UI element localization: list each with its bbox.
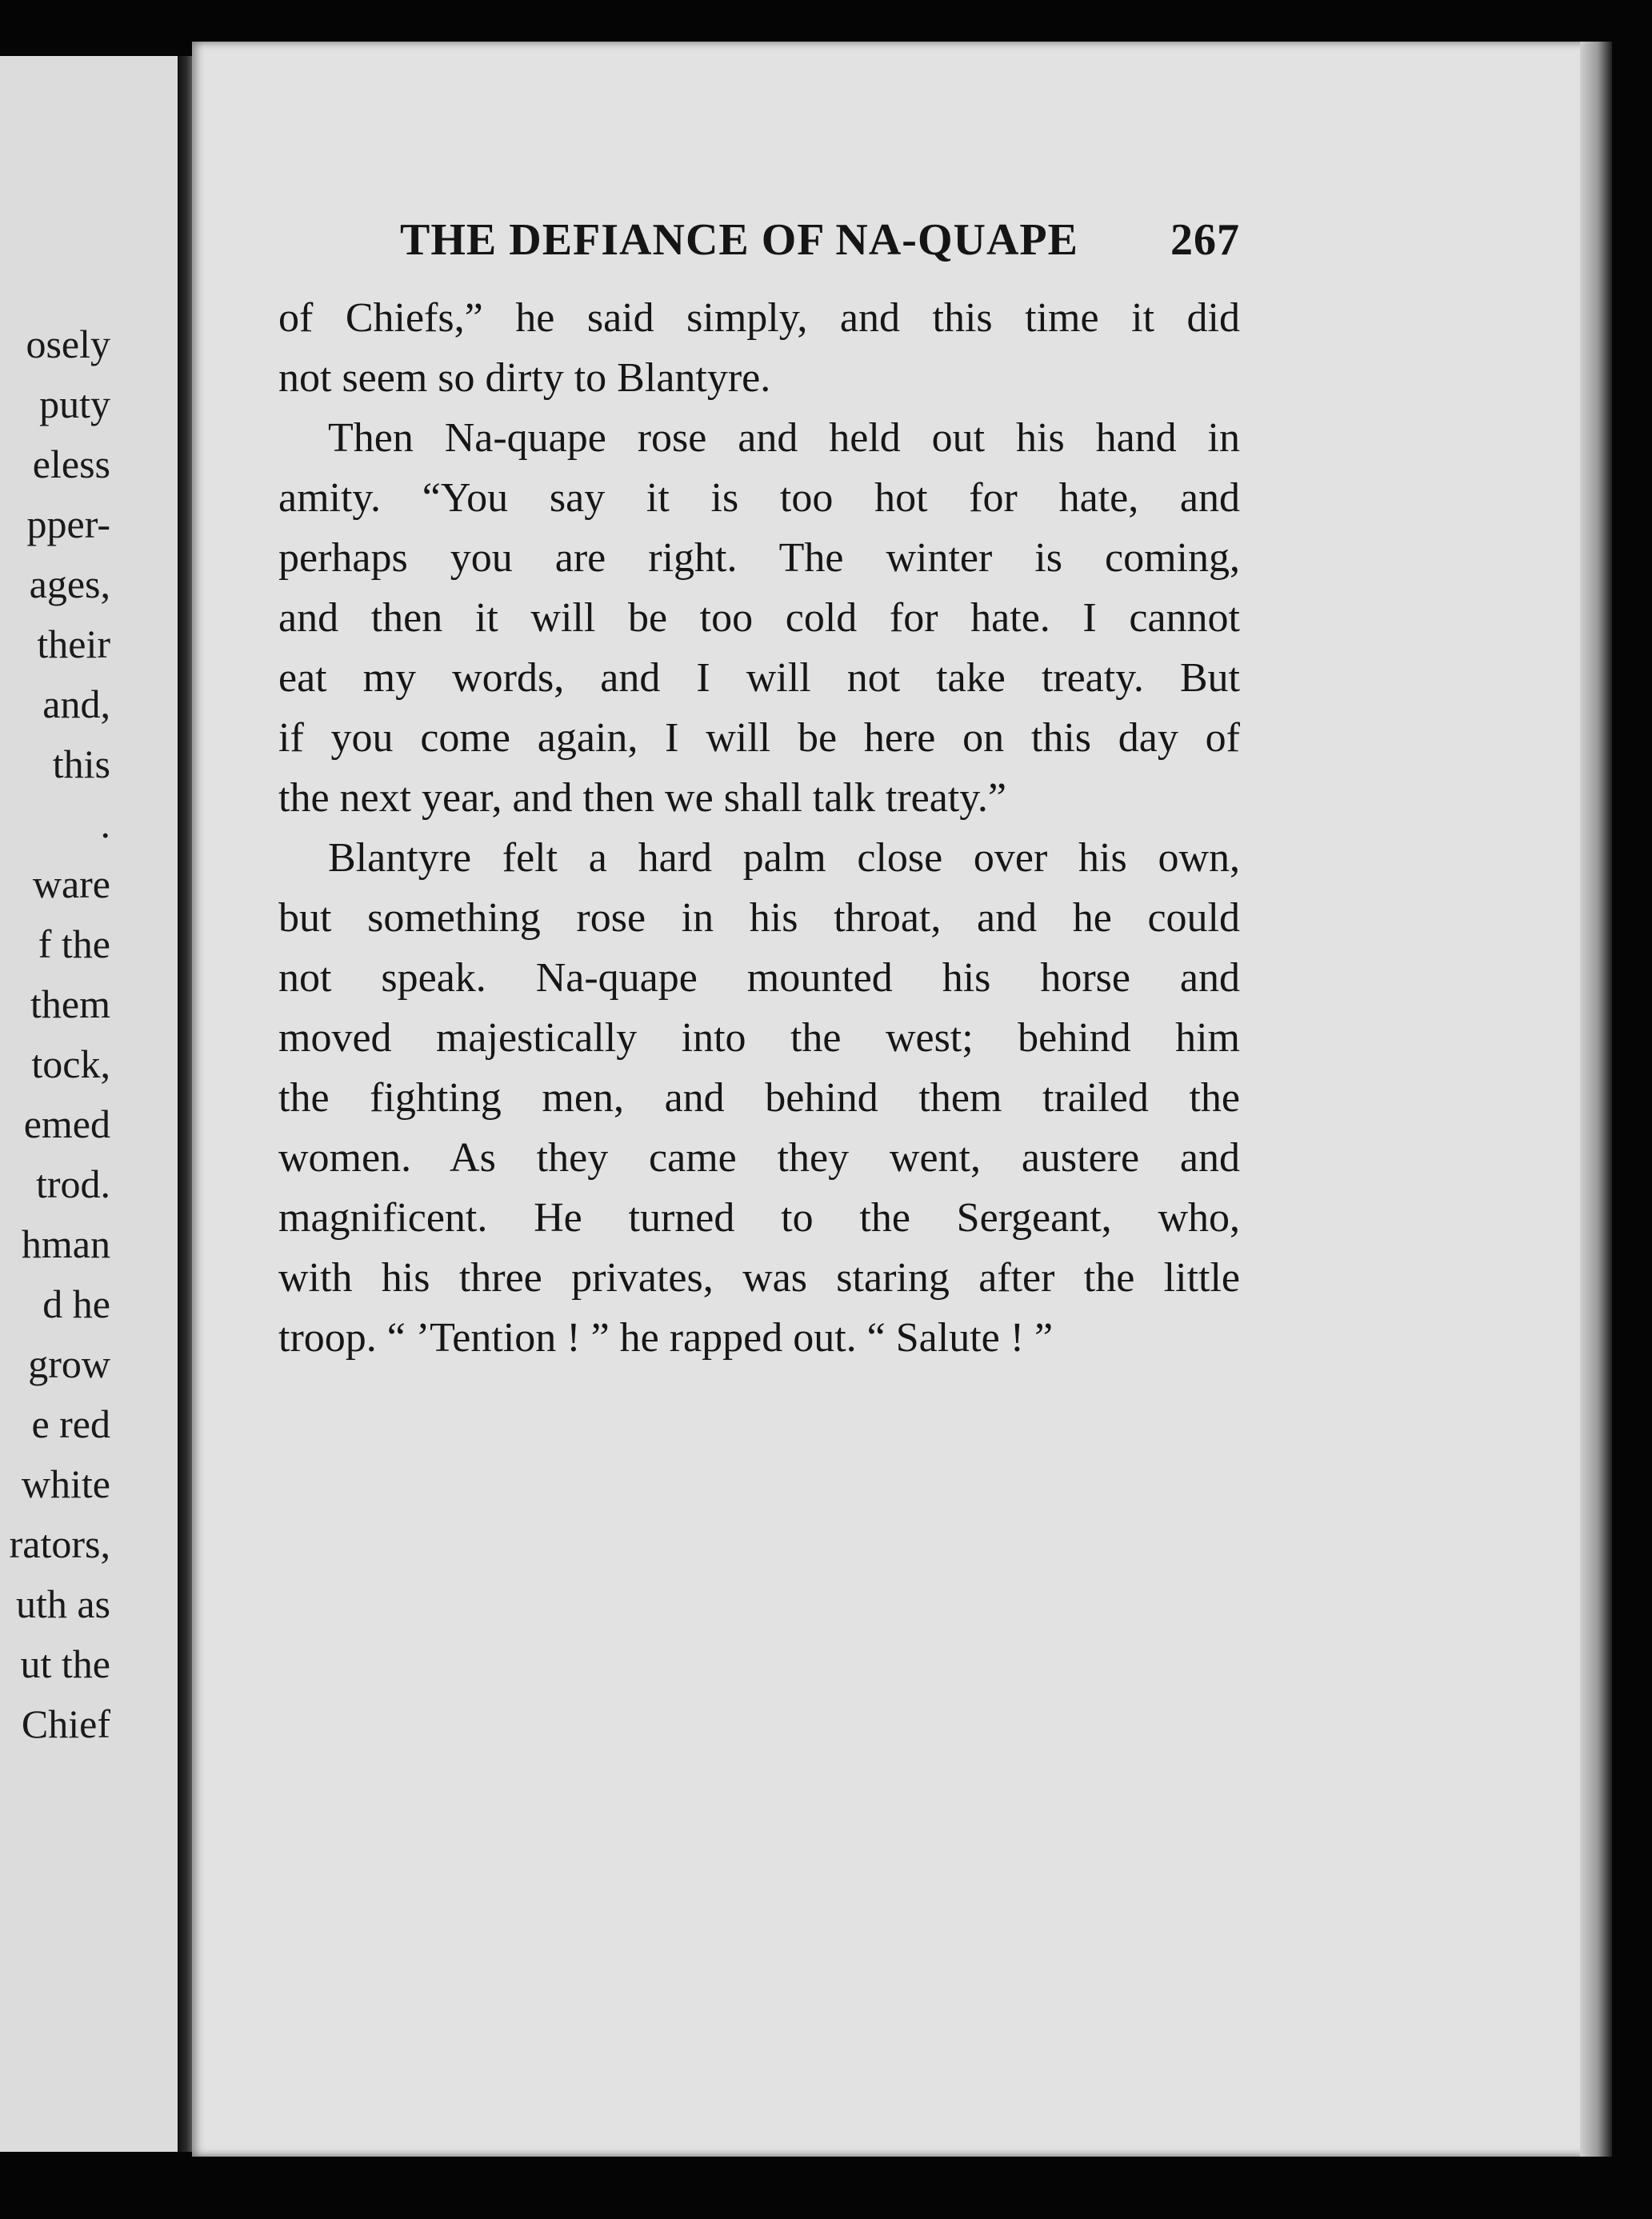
text-line: not seem so dirty to Blantyre. (278, 355, 771, 401)
left-page-line: trod. (35, 1161, 110, 1206)
running-head (400, 214, 1240, 270)
text-line: the fighting men, and behind them trailed the (278, 1075, 1240, 1121)
text-line: amity. “You say it is too hot for hate, and (278, 475, 1240, 521)
left-page-line: f the (38, 922, 110, 966)
page-number: 267 (1170, 215, 1240, 265)
text-line: eat my words, and I will not take treaty. But (278, 655, 1240, 701)
text-line: with his three privates, was staring after the little (278, 1255, 1240, 1301)
left-page-line: tock, (31, 1042, 110, 1086)
running-title: THE DEFIANCE OF NA-QUAPE (400, 215, 1078, 265)
left-page-line: puty (39, 382, 110, 426)
left-page-line: ut the (20, 1641, 110, 1686)
left-page-line: and, (42, 682, 110, 726)
text-line: but something rose in his throat, and he could (278, 895, 1240, 941)
text-line: magnificent. He turned to the Sergeant, who, (278, 1195, 1240, 1241)
text-line: not speak. Na-quape mounted his horse and (278, 955, 1240, 1001)
previous-page-fragment (0, 56, 178, 2152)
left-page-line: e red (31, 1401, 110, 1446)
text-line: women. As they came they went, austere and (278, 1135, 1240, 1181)
left-page-line: ages, (29, 562, 110, 606)
left-page-line: grow (28, 1341, 110, 1386)
text-line: troop. “ ’Tention ! ” he rapped out. “ Salute ! ” (278, 1315, 1054, 1361)
text-line: perhaps you are right. The winter is coming, (278, 535, 1240, 581)
book-gutter (178, 56, 192, 2152)
left-page-line: pper- (26, 502, 110, 546)
left-page-line: Chief (21, 1701, 110, 1746)
left-page-line: rators, (9, 1521, 110, 1566)
left-page-line: this (52, 742, 110, 786)
text-line: of Chiefs,” he said simply, and this time it did (278, 295, 1240, 341)
page-edge-shadow (1580, 42, 1612, 2157)
text-line: Then Na-quape rose and held out his hand in (328, 415, 1240, 461)
text-line: if you come again, I will be here on this day of (278, 715, 1240, 761)
text-line: and then it will be too cold for hate. I cannot (278, 595, 1240, 641)
text-line: the next year, and then we shall talk treaty.” (278, 775, 1006, 821)
left-page-line: them (30, 982, 110, 1026)
left-page-line: eless (32, 442, 110, 486)
left-page-line: ware (32, 862, 110, 906)
left-page-line: uth as (15, 1581, 110, 1626)
left-page-line: hman (21, 1221, 110, 1266)
left-page-line: white (21, 1461, 110, 1506)
text-line: moved majestically into the west; behind him (278, 1015, 1240, 1061)
left-page-line: osely (26, 322, 110, 366)
left-page-line: . (100, 802, 110, 846)
left-page-line: their (37, 622, 110, 666)
text-line: Blantyre felt a hard palm close over his own, (328, 835, 1240, 881)
left-page-line: emed (23, 1102, 110, 1146)
left-page-line: d he (42, 1281, 110, 1326)
